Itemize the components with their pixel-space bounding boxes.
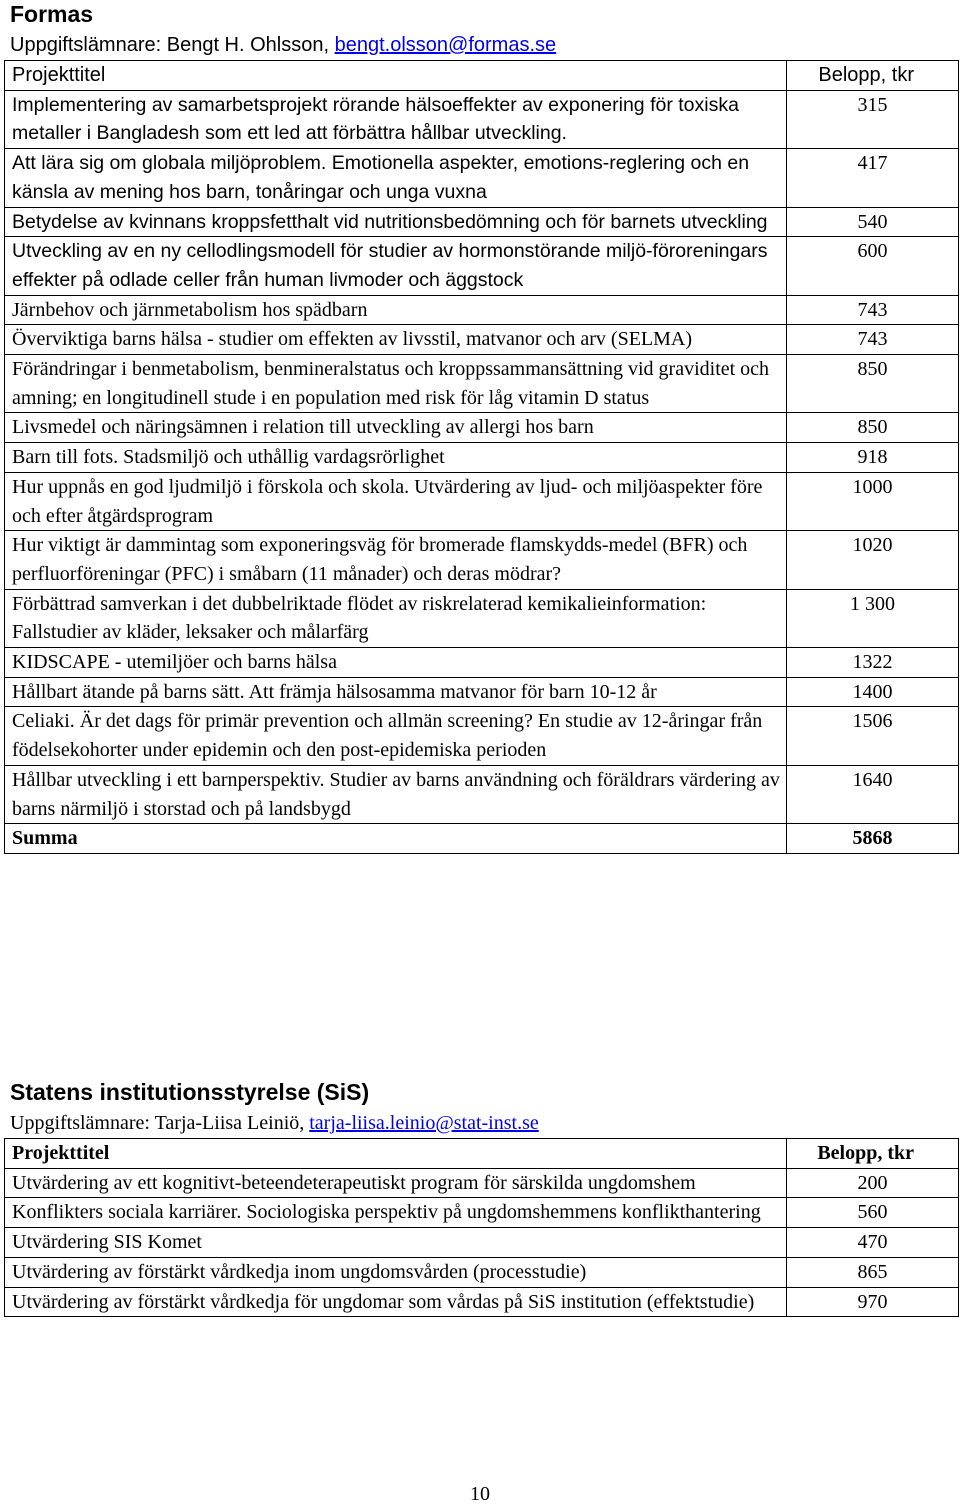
project-amount: 1400 (787, 677, 959, 707)
project-title: Utvärdering SIS Komet (5, 1228, 787, 1258)
project-title (5, 149, 787, 207)
project-table (4, 1138, 959, 1317)
project-amount: 865 (787, 1257, 959, 1287)
project-amount: 200 (787, 1168, 959, 1198)
project-title: Hur uppnås en god ljudmiljö i förskola och skola. Utvärdering av ljud- och miljöaspekter före och efter åtgärdsprogram (5, 472, 787, 530)
project-amount: 970 (787, 1287, 959, 1317)
table-row (5, 765, 959, 823)
header-amount: Belopp, tkr (787, 61, 959, 91)
project-amount: 1000 (787, 472, 959, 530)
section-title: Formas (10, 1, 94, 27)
project-title: Överviktiga barns hälsa - studier om effekten av livsstil, matvanor och arv (SELMA) (5, 325, 787, 355)
table-row (5, 1257, 959, 1287)
project-title: Betydelse av kvinnans kroppsfetthalt vid nutritionsbedömning och för barnets utveckling (5, 207, 787, 237)
table-row (5, 1168, 959, 1198)
project-amount: 560 (787, 1198, 959, 1228)
table-row (5, 1198, 959, 1228)
project-amount: 1322 (787, 648, 959, 678)
email-link[interactable]: tarja-liisa.leinio@stat-inst.se (309, 1112, 539, 1134)
contact-label: Uppgiftslämnare: Tarja-Liisa Leiniö, (10, 1112, 310, 1134)
header-amount: Belopp, tkr (787, 1139, 959, 1169)
project-amount: 1506 (787, 707, 959, 765)
header-project: Projekttitel (5, 61, 787, 91)
project-amount: 540 (787, 207, 959, 237)
project-amount: 1020 (787, 531, 959, 589)
project-title: Förändringar i benmetabolism, benmineralstatus och kroppssammansättning vid graviditet och amning; en longitudinell stude i en population med risk för låg vitamin D status (5, 355, 787, 413)
table-row (5, 707, 959, 765)
table-row (5, 531, 959, 589)
table-row (5, 472, 959, 530)
project-title: Utvärdering av förstärkt vårdkedja för ungdomar som vårdas på SiS institution (effektstudie) (5, 1287, 787, 1317)
table-row (5, 90, 959, 148)
contact-line (0, 30, 960, 60)
project-amount: 850 (787, 355, 959, 413)
table-header (5, 1139, 959, 1169)
project-amount: 918 (787, 443, 959, 473)
contact-line (0, 1108, 960, 1138)
table-row (5, 677, 959, 707)
project-title: Järnbehov och järnmetabolism hos spädbarn (5, 295, 787, 325)
table-row (5, 237, 959, 295)
project-amount: 417 (787, 149, 959, 207)
project-amount: 850 (787, 413, 959, 443)
table-row (5, 1228, 959, 1258)
total-label: Summa (5, 824, 787, 854)
project-amount: 600 (787, 237, 959, 295)
project-amount: 1640 (787, 765, 959, 823)
table-row (5, 589, 959, 647)
project-title: Förbättrad samverkan i det dubbelriktade flödet av riskrelaterad kemikalieinformation: Fallstudier av kläder, leksaker och målarfärg (5, 589, 787, 647)
project-title: Utvärdering av förstärkt vårdkedja inom ungdomsvården (processtudie) (5, 1257, 787, 1287)
project-title: Hållbart ätande på barns sätt. Att främja hälsosamma matvanor för barn 10-12 år (5, 677, 787, 707)
table-row (5, 413, 959, 443)
header-project: Projekttitel (5, 1139, 787, 1169)
project-amount: 470 (787, 1228, 959, 1258)
project-title: Konflikters sociala karriärer. Sociologiska perspektiv på ungdomshemmens konflikthantering (5, 1198, 787, 1228)
project-title: Implementering av samarbetsprojekt rörande hälsoeffekter av exponering för toxiska metaller i Bangladesh som ett led att förbättra hållbar utveckling. (5, 90, 787, 148)
section-title: Statens institutionsstyrelse (SiS) (10, 1079, 370, 1105)
table-row (5, 1287, 959, 1317)
project-title: KIDSCAPE - utemiljöer och barns hälsa (5, 648, 787, 678)
project-amount: 1 300 (787, 589, 959, 647)
project-title: Hållbar utveckling i ett barnperspektiv. Studier av barns användning och föräldrars värdering av barns närmiljö i storstad och på landsbygd (5, 765, 787, 823)
total-row (5, 824, 959, 854)
project-amount: 743 (787, 295, 959, 325)
table-row (5, 443, 959, 473)
table-row (5, 149, 959, 207)
table-row (5, 355, 959, 413)
total-amount: 5868 (787, 824, 959, 854)
project-title: Livsmedel och näringsämnen i relation till utveckling av allergi hos barn (5, 413, 787, 443)
email-link[interactable]: bengt.olsson@formas.se (334, 34, 557, 56)
table-row (5, 295, 959, 325)
sis-section (0, 1078, 960, 1317)
project-amount: 315 (787, 90, 959, 148)
project-title: Utveckling av en ny cellodlingsmodell för studier av hormonstörande miljö-föroreningars effekter på odlade celler från human livmoder och äggstock (5, 237, 787, 295)
project-title: Utvärdering av ett kognitivt-beteendeterapeutiskt program för särskilda ungdomshem (5, 1168, 787, 1198)
table-row (5, 325, 959, 355)
table-row (5, 207, 959, 237)
contact-label: Uppgiftslämnare: Bengt H. Ohlsson, (10, 34, 335, 56)
project-title: Hur viktigt är dammintag som exponeringsväg för bromerade flamskydds-medel (BFR) och perfluorföreningar (PFC) i småbarn (11 månader) och deras mödrar? (5, 531, 787, 589)
project-title-part: Att lära sig om globala miljöproblem. Emotionella aspekter, emotions-reglering och en känsla av mening hos barn, tonåringar och unga vuxna (12, 152, 750, 203)
project-title: Celiaki. Är det dags för primär prevention och allmän screening? En studie av 12-åringar från födelsekohorter under epidemin och den post-epidemiska perioden (5, 707, 787, 765)
project-title: Barn till fots. Stadsmiljö och uthållig vardagsrörlighet (5, 443, 787, 473)
table-header (5, 61, 959, 91)
project-amount: 743 (787, 325, 959, 355)
project-table (4, 60, 959, 854)
table-row (5, 648, 959, 678)
page-number: 10 (470, 1483, 490, 1505)
